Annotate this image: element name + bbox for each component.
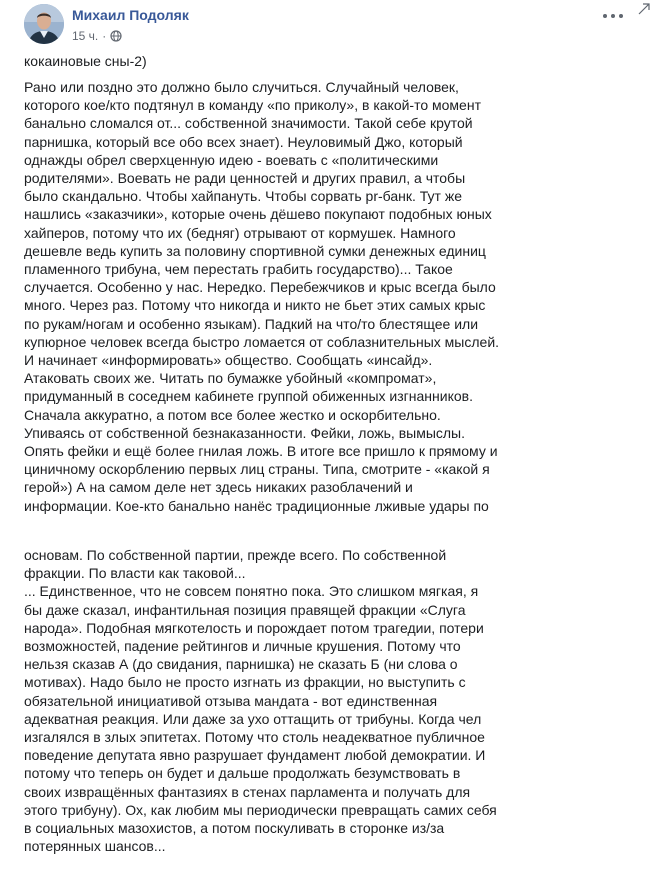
more-options-icon[interactable] [603,10,623,22]
author-avatar[interactable] [24,4,64,44]
more-dot [611,14,615,18]
author-name[interactable]: Михаил Подоляк [72,7,189,23]
more-dot [603,14,607,18]
post-paragraph: Рано или поздно это должно было случиться. Случайный человек, которого кое/кто подтянул в команду «по приколу», в какой-то момент банально сломался от... собственной значимости. Такой себе крутой парнишка, который все обо всех знает). Неуловимый Джо, который однажды обрел сверхценную идею - воевать с «политическими родителями». Воевать не ради ценностей и других правил, а чтобы было скандально. Чтобы хайпануть. Чтобы сорвать pr-банк. Тут же нашлись «заказчики», которые очень дёшево покупают подобных юных хайперов, потому что их (бедняг) отрывают от кормушек. Намного дешевле ведь купить за половину спортивной сумки денежных единиц пламенного трибуна, чем перестать грабить государство)... Такое случается. Особенно у нас. Нередко. Перебежчиков и крыс всегда было много. Через раз. Потому что никогда и никто не бьет этих самых крыс по рукам/ногам и особенно языкам). Падкий на что/то блестящее или купюрное человек всегда быстро ломается от соблазнительных мыслей. И начинает «информировать» общество. Сообщать «инсайд». Атаковать своих же. Читать по бумажке убойный «компромат», придуманный в соседнем кабинете группой обиженных изгнанников. Сначала аккуратно, а потом все более жестко и оскорбительно. Упиваясь от собственной безнаказанности. Фейки, ложь, вымыслы. Опять фейки и ещё более гнилая ложь. В итоге все пришло к прямому и циничному оскорблению первых лиц страны. Типа, смотрите - «какой я герой») А на самом деле нет здесь никаких разоблачений и информации. Кое-кто банально нанёс традиционные лживые удары по [24,79,500,514]
post-time[interactable]: 15 ч. [72,29,99,43]
corner-icon [636,0,652,16]
more-dot [619,14,623,18]
post-meta [72,29,122,43]
post-opening-line: кокаиновые сны-2) [24,53,147,69]
post-paragraph: основам. По собственной партии, прежде всего. По собственной фракции. По власти как таковой... ... Единственное, что не совсем понятно пока. Это слишком мягкая, я бы даже сказал, инфантильная позиция правящей фракции «Слуга народа». Подобная мягкотелость и порождает потом трагедии, потери возможностей, падение рейтингов и личные крушения. Потому что нельзя сказав А (до свидания, парнишка) не сказать Б (ни слова о мотивах). Надо было не просто изгнать из фракции, но выступить с обязательной инициативой отзыва мандата - вот единственная адекватная реакция. Или даже за ухо оттащить от трибуны. Когда чел изгалялся в злых эпитетах. Потому что столь неадекватное публичное поведение депутата явно разрушает фундамент любой демократии. И потому что теперь он будет и дальше продолжать безумствовать в своих извращённых фантазиях в стенах парламента и получать для этого трибуну). Ох, как любим мы периодически превращать самих себя в социальных мазохистов, а потом поскуливать в сторонке из/за потерянных шансов... [24,547,497,855]
meta-separator: · [102,29,107,43]
avatar-photo [24,4,64,44]
globe-icon[interactable] [110,30,122,42]
